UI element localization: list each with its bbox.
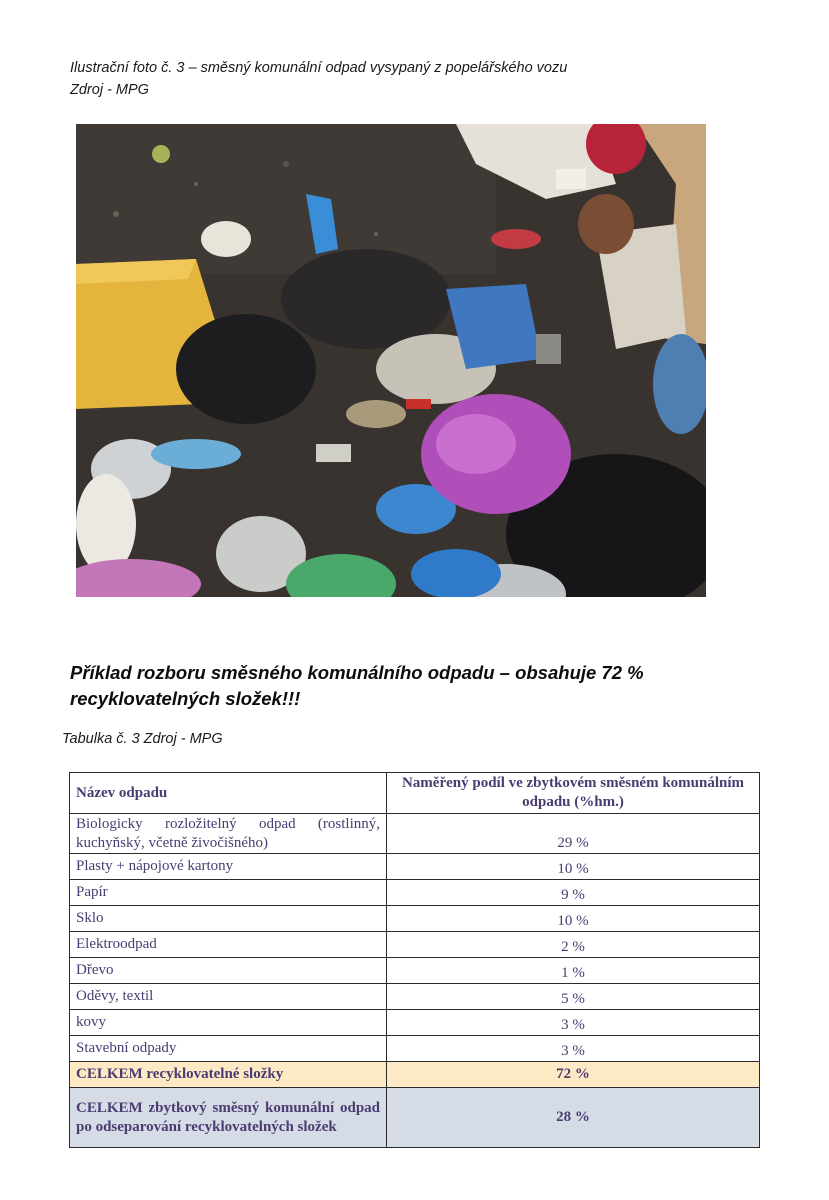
photo-caption-source: Zdroj - MPG bbox=[70, 82, 149, 98]
header-waste-name: Název odpadu bbox=[70, 773, 387, 814]
waste-composition-table bbox=[69, 772, 760, 1148]
row-name: Biologicky rozložitelný odpad (rostlinný, kuchyňský, včetně živočišného) bbox=[70, 814, 387, 854]
header-measured-share: Naměřený podíl ve zbytkovém směsném komunálním odpadu (%hm.) bbox=[387, 773, 760, 814]
total-residual-label: CELKEM zbytkový směsný komunální odpad po odseparování recyklovatelných složek bbox=[70, 1088, 387, 1148]
table-caption: Tabulka č. 3 Zdroj - MPG bbox=[62, 731, 223, 747]
total-recyclable-row bbox=[70, 1062, 760, 1088]
row-value: 10 % bbox=[387, 906, 760, 932]
row-name: Sklo bbox=[70, 906, 387, 932]
total-recyclable-label: CELKEM recyklovatelné složky bbox=[70, 1062, 387, 1088]
table-row bbox=[70, 958, 760, 984]
row-value: 5 % bbox=[387, 984, 760, 1010]
table-row bbox=[70, 1010, 760, 1036]
table-row bbox=[70, 854, 760, 880]
table-row bbox=[70, 984, 760, 1010]
row-value: 9 % bbox=[387, 880, 760, 906]
row-name: Elektroodpad bbox=[70, 932, 387, 958]
row-name: Dřevo bbox=[70, 958, 387, 984]
row-value: 1 % bbox=[387, 958, 760, 984]
row-value: 29 % bbox=[387, 814, 760, 854]
row-value: 2 % bbox=[387, 932, 760, 958]
total-residual-row bbox=[70, 1088, 760, 1148]
row-value: 10 % bbox=[387, 854, 760, 880]
row-name: Papír bbox=[70, 880, 387, 906]
total-residual-value: 28 % bbox=[387, 1088, 760, 1148]
photo-caption bbox=[70, 57, 567, 101]
analysis-heading: Příklad rozboru směsného komunálního odpadu – obsahuje 72 % recyklovatelných složek!!! bbox=[70, 662, 644, 709]
row-name: kovy bbox=[70, 1010, 387, 1036]
table-row bbox=[70, 906, 760, 932]
row-value: 3 % bbox=[387, 1036, 760, 1062]
table-row bbox=[70, 932, 760, 958]
waste-photo bbox=[76, 124, 706, 597]
photo-caption-title: Ilustrační foto č. 3 – směsný komunální odpad vysypaný z popelářského vozu bbox=[70, 60, 568, 76]
row-name: Stavební odpady bbox=[70, 1036, 387, 1062]
row-name: Oděvy, textil bbox=[70, 984, 387, 1010]
row-value: 3 % bbox=[387, 1010, 760, 1036]
table-header-row bbox=[70, 773, 760, 814]
row-name: Plasty + nápojové kartony bbox=[70, 854, 387, 880]
table-row bbox=[70, 880, 760, 906]
table-row bbox=[70, 1036, 760, 1062]
table-row bbox=[70, 814, 760, 854]
total-recyclable-value: 72 % bbox=[387, 1062, 760, 1088]
